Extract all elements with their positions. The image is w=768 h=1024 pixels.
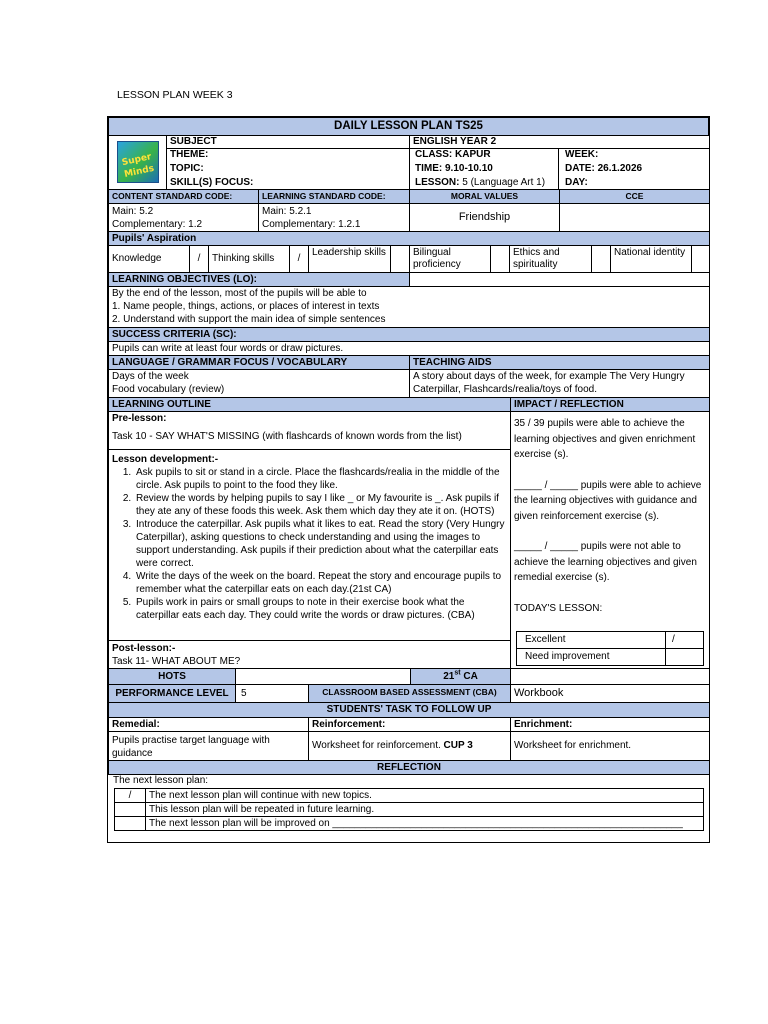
impact-line-3: _____ / _____ pupils were not able to achieve the learning objectives and given remedial exercise (s). xyxy=(514,541,697,583)
content-standard-header: CONTENT STANDARD CODE: xyxy=(108,189,259,204)
lesson-step: 2. Review the words by helping pupils to say I like _ or My favourite is _. Ask pupils if they ate any of these foods this week. Ask them which day they ate it on. (HOTS) xyxy=(134,492,507,518)
ca21-header xyxy=(410,668,511,685)
reflection-mark-3 xyxy=(114,816,146,831)
reinforcement-text-cell xyxy=(308,731,511,761)
post-lesson-cell xyxy=(108,640,511,669)
lesson-step: 4. Write the days of the week on the board. Repeat the story and encourage pupils to remember what the caterpillar eats on each day.(21st CA) xyxy=(134,570,507,596)
todays-lesson-label: TODAY'S LESSON: xyxy=(514,602,603,614)
class-value: CLASS: KAPUR xyxy=(415,149,491,160)
teaching-aids-header: TEACHING AIDS xyxy=(409,355,710,370)
lesson-steps-list xyxy=(112,466,507,622)
rating-excellent-mark: / xyxy=(665,631,704,649)
aspiration-thinking: Thinking skills xyxy=(208,245,290,273)
content-standard-complementary: Complementary: 1.2 xyxy=(112,219,203,230)
aspiration-leadership-mark xyxy=(390,245,410,273)
performance-level-value: 5 xyxy=(235,684,309,703)
remedial-label: Remedial: xyxy=(108,717,309,732)
reflection-row-1: The next lesson plan will continue with new topics. xyxy=(145,788,704,803)
objective-2: 2. Understand with support the main idea of simple sentences xyxy=(112,314,386,325)
objectives-intro: By the end of the lesson, most of the pupils will be able to xyxy=(112,288,367,299)
rating-excellent: Excellent xyxy=(516,631,666,649)
enrichment-text: Worksheet for enrichment. xyxy=(510,731,710,761)
learning-standard-main: Main: 5.2.1 xyxy=(262,206,312,217)
language-line-1: Days of the week xyxy=(112,371,189,382)
skills-focus-label: SKILL(S) FOCUS: xyxy=(170,177,254,188)
language-focus-body xyxy=(108,369,410,398)
lesson-step: 3. Introduce the caterpillar. Ask pupils what it likes to eat. Read the story (Very Hungry Caterpillar), asking questions to check understanding and using the images to support understanding. Ask pupils if their prediction about what the caterpillar eats were correct. xyxy=(134,518,507,570)
day-label: DAY: xyxy=(565,177,588,188)
moral-values-header: MORAL VALUES xyxy=(409,189,560,204)
cce-value-cell xyxy=(559,203,710,232)
lesson-value: 5 (Language Art 1) xyxy=(462,177,546,188)
cba-header: CLASSROOM BASED ASSESSMENT (CBA) xyxy=(308,684,511,703)
logo-cell xyxy=(108,135,167,190)
ca21-number: 21 xyxy=(443,671,455,682)
learning-outline-header: LEARNING OUTLINE xyxy=(108,397,511,412)
moral-value-cell: Friendship xyxy=(409,203,560,232)
aspiration-bilingual-mark xyxy=(490,245,510,273)
success-criteria-text: Pupils can write at least four words or draw pictures. xyxy=(108,341,710,356)
remedial-text: Pupils practise target language with guidance xyxy=(108,731,309,761)
reinforcement-label: Reinforcement: xyxy=(308,717,511,732)
lesson-development-cell xyxy=(108,449,511,641)
pre-lesson-label: Pre-lesson: xyxy=(112,413,167,424)
ca21-tail: CA xyxy=(460,671,478,682)
learning-standard-header: LEARNING STANDARD CODE: xyxy=(258,189,410,204)
impact-line-1: 35 / 39 pupils were able to achieve the learning objectives and given enrichment exercise (s). xyxy=(514,418,696,460)
post-lesson-text: Task 11- WHAT ABOUT ME? xyxy=(112,656,241,667)
reflection-header: REFLECTION xyxy=(108,760,710,775)
objectives-body xyxy=(108,286,710,328)
lesson-development-label: Lesson development:- xyxy=(112,454,219,465)
ca21-value xyxy=(510,668,710,685)
lesson-step: 1. Ask pupils to sit or stand in a circle. Place the flashcards/realia in the middle of the circle. Ask pupils to point to the food they like. xyxy=(134,466,507,492)
impact-reflection-header: IMPACT / REFLECTION xyxy=(510,397,710,412)
aspiration-bilingual: Bilingual proficiency xyxy=(409,245,491,273)
time-value: TIME: 9.10-10.10 xyxy=(415,163,493,174)
reflection-mark-2 xyxy=(114,802,146,817)
rating-need-improvement: Need improvement xyxy=(516,648,666,666)
lesson-step: 5. Pupils work in pairs or small groups to note in their exercise book what the caterpillar eats each day. They could write the words or draw pictures. (CBA) xyxy=(134,596,507,622)
aspiration-knowledge-mark: / xyxy=(189,245,209,273)
reflection-row-2: This lesson plan will be repeated in future learning. xyxy=(145,802,704,817)
cba-value: Workbook xyxy=(510,684,710,703)
language-line-2: Food vocabulary (review) xyxy=(112,384,225,395)
reflection-mark-1: / xyxy=(114,788,146,803)
enrichment-label: Enrichment: xyxy=(510,717,710,732)
subject-label: SUBJECT xyxy=(166,135,410,149)
pre-lesson-cell xyxy=(108,411,511,450)
content-standard-cell xyxy=(108,203,259,232)
hots-header: HOTS xyxy=(108,668,236,685)
pre-lesson-text: Task 10 - SAY WHAT'S MISSING (with flashcards of known words from the list) xyxy=(112,431,462,442)
rating-need-improvement-mark xyxy=(665,648,704,666)
teaching-aids-body: A story about days of the week, for example The Very Hungry Caterpillar, Flashcards/realia/toys of food. xyxy=(409,369,710,398)
aspiration-header: Pupils' Aspiration xyxy=(108,231,710,246)
logo-text: Super Minds xyxy=(121,152,156,180)
post-lesson-label: Post-lesson:- xyxy=(112,643,176,654)
aspiration-leadership: Leadership skills xyxy=(308,245,391,273)
lesson-plan-sheet xyxy=(107,116,710,843)
aspiration-ethics: Ethics and spirituality xyxy=(509,245,592,273)
hots-value xyxy=(235,668,411,685)
theme-label: THEME: xyxy=(170,149,209,160)
subject-value: ENGLISH YEAR 2 xyxy=(409,135,710,149)
aspiration-national-mark xyxy=(691,245,710,273)
objectives-header: LEARNING OBJECTIVES (LO): xyxy=(108,272,410,287)
lesson-label: LESSON: xyxy=(415,177,460,188)
aspiration-thinking-mark: / xyxy=(289,245,309,273)
impact-line-2: _____ / _____ pupils were able to achieve the learning objectives with guidance and given reinforcement exercise (s). xyxy=(514,479,702,522)
learning-standard-cell xyxy=(258,203,410,232)
aspiration-knowledge: Knowledge xyxy=(108,245,190,273)
reflection-intro: The next lesson plan: xyxy=(113,775,209,786)
content-standard-main: Main: 5.2 xyxy=(112,206,154,217)
performance-level-header: PERFORMANCE LEVEL xyxy=(108,684,236,703)
reinforcement-text: Worksheet for reinforcement. xyxy=(312,740,441,751)
cce-header: CCE xyxy=(559,189,710,204)
success-criteria-header: SUCCESS CRITERIA (SC): xyxy=(108,327,710,342)
reflection-row-3: The next lesson plan will be improved on _______________________________________________________________ xyxy=(145,816,704,831)
lesson-plan-title: DAILY LESSON PLAN TS25 xyxy=(108,117,709,136)
date-value: DATE: 26.1.2026 xyxy=(565,163,643,174)
objective-1: 1. Name people, things, actions, or places of interest in texts xyxy=(112,301,380,312)
super-minds-logo xyxy=(117,141,159,183)
document-title: LESSON PLAN WEEK 3 xyxy=(117,89,233,101)
language-focus-header: LANGUAGE / GRAMMAR FOCUS / VOCABULARY xyxy=(108,355,410,370)
follow-up-header: STUDENTS' TASK TO FOLLOW UP xyxy=(108,702,710,718)
week-label: WEEK: xyxy=(565,149,599,160)
learning-standard-complementary: Complementary: 1.2.1 xyxy=(262,219,361,230)
aspiration-ethics-mark xyxy=(591,245,611,273)
aspiration-national: National identity xyxy=(610,245,692,273)
ca21-sup: st xyxy=(454,669,461,677)
topic-label: TOPIC: xyxy=(170,163,204,174)
objectives-header-blank xyxy=(409,272,710,287)
reinforcement-code: CUP 3 xyxy=(443,740,473,751)
